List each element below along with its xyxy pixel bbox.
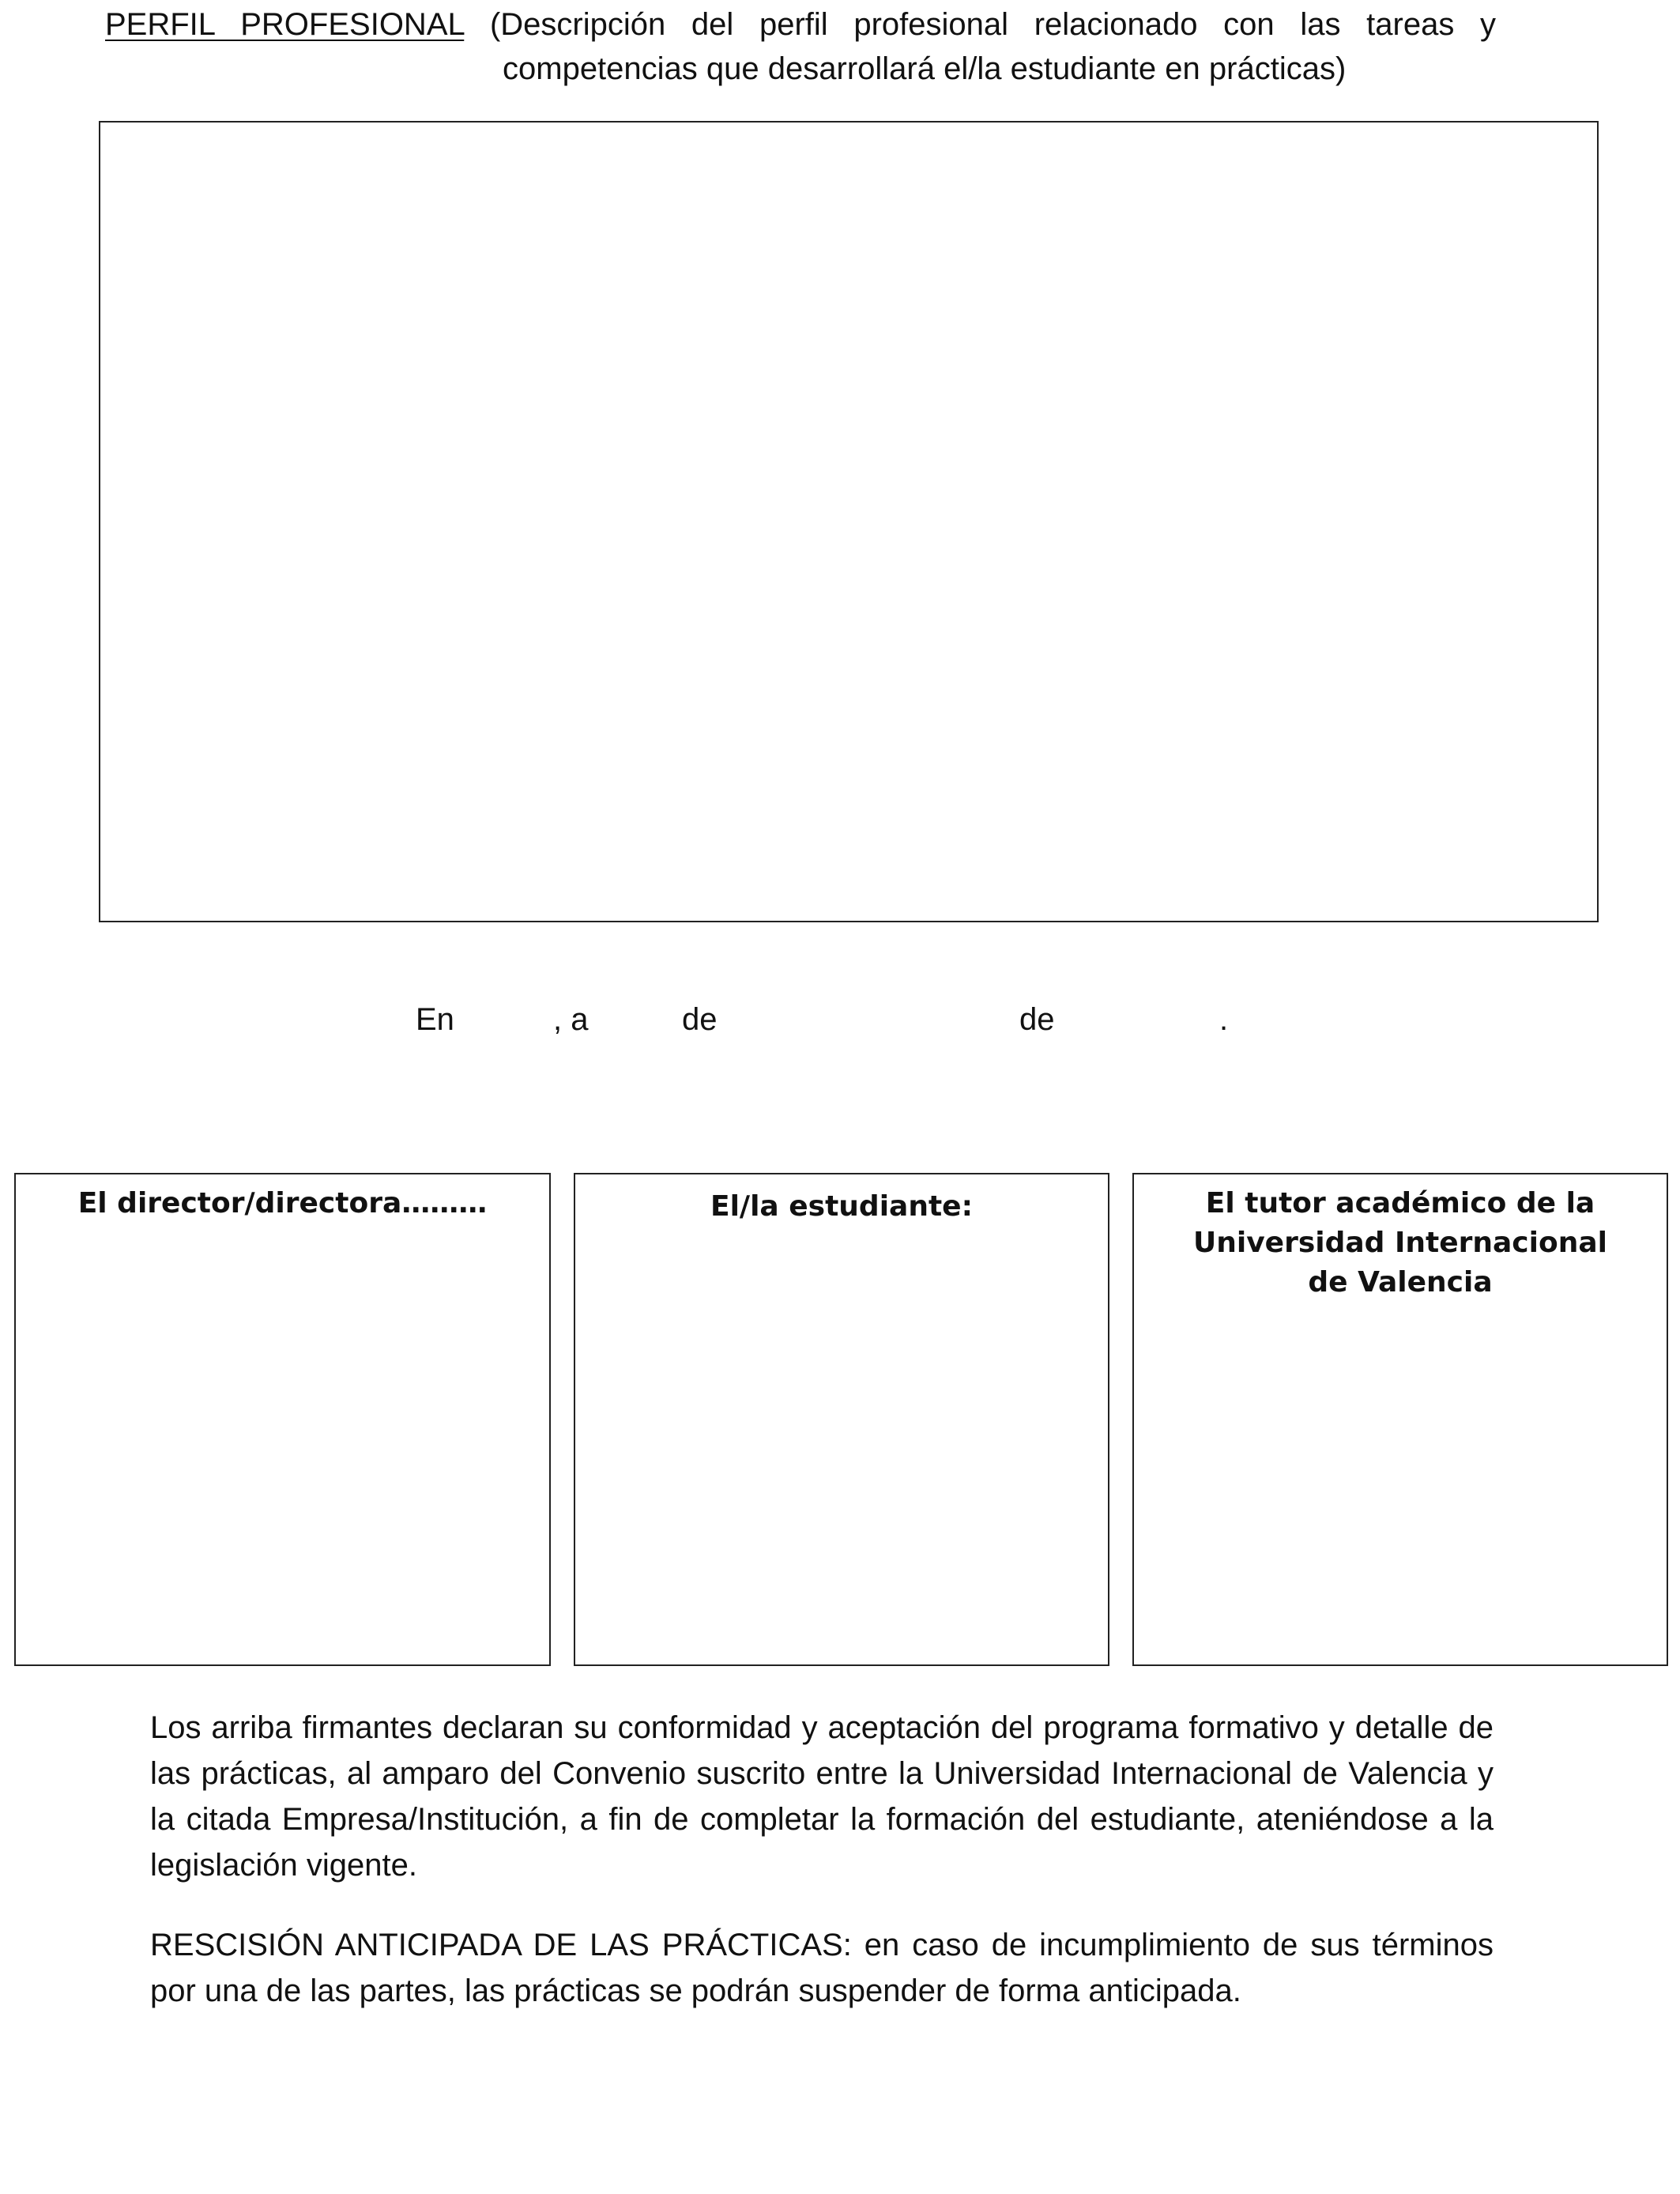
profile-title: PERFIL PROFESIONAL — [105, 7, 465, 42]
date-line-period: . — [1219, 1002, 1229, 1037]
rescission-paragraph: RESCISIÓN ANTICIPADA DE LAS PRÁCTICAS: en caso de incumplimiento de sus términos por una de las partes, las prácticas se podrán suspender de forma anticipada. — [150, 1928, 1494, 2008]
signature-label-student: El/la estudiante: — [710, 1190, 973, 1223]
signature-label-director: El director/directora……… — [77, 1187, 488, 1220]
profile-description-line2: competencias que desarrollará el/la estudiante en prácticas) — [503, 51, 1347, 86]
signature-box-director[interactable] — [14, 1173, 551, 1666]
profile-heading — [105, 2, 1496, 47]
signature-box-student[interactable] — [574, 1173, 1109, 1666]
date-line-comma-a: , a — [553, 1002, 589, 1037]
date-line-de-2: de — [1019, 1002, 1055, 1037]
date-line-en: En — [416, 1002, 454, 1037]
date-line-de-1: de — [682, 1002, 718, 1037]
profile-description-line1: (Descripción del perfil profesional relacionado con las tareas y — [489, 7, 1496, 42]
profile-description-box[interactable] — [99, 121, 1599, 922]
signature-label-tutor: El tutor académico de la Universidad Internacional de Valencia — [1193, 1187, 1607, 1299]
conformity-paragraph: Los arriba firmantes declaran su conformidad y aceptación del programa formativo y detalle de las prácticas, al amparo del Convenio suscrito entre la Universidad Internacional de Valencia y la citada Empresa/Institución, a fin de completar la formación del estudiante, ateniéndose a la legislación vigente. — [150, 1710, 1494, 1883]
signature-box-tutor[interactable] — [1132, 1173, 1668, 1666]
